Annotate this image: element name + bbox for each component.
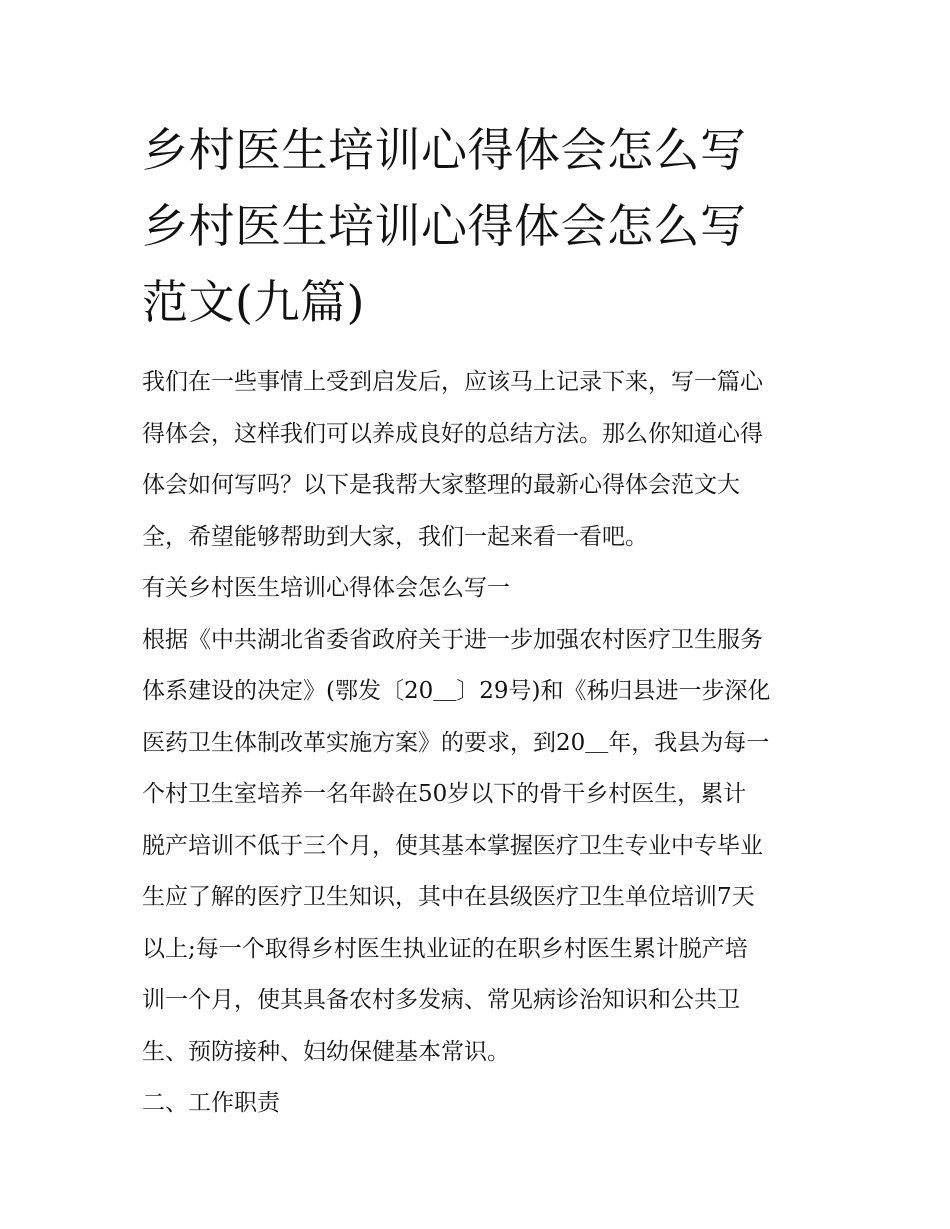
- body-paragraph: [142, 615, 822, 1079]
- text-line: 我们在一些事情上受到启发后，应该马上记录下来，写一篇心: [142, 369, 763, 395]
- text-line: 全，希望能够帮助到大家，我们一起来看一看吧。: [142, 523, 648, 550]
- text-line: 生、预防接种、妇幼保健基本常识。: [142, 1038, 510, 1065]
- text-line: 体系建设的决定》(鄂发〔20＿〕29号)和《秭归县进一步深化: [142, 678, 771, 704]
- text-line: 个村卫生室培养一名年龄在50岁以下的骨干乡村医生，累计: [142, 781, 747, 807]
- text-line: 有关乡村医生培训心得体会怎么写一: [142, 575, 510, 601]
- section-heading: [142, 1078, 822, 1130]
- text-line: 生应了解的医疗卫生知识，其中在县级医疗卫生单位培训7天: [142, 884, 755, 910]
- intro-paragraph: [142, 357, 822, 563]
- title-line: 范文(九篇): [142, 275, 365, 329]
- title-line: 乡村医生培训心得体会怎么写: [142, 199, 747, 253]
- document-body: [142, 357, 822, 1130]
- text-line: 脱产培训不低于三个月，使其基本掌握医疗卫生专业中专毕业: [142, 832, 763, 859]
- text-line: 训一个月，使其具备农村多发病、常见病诊治知识和公共卫: [142, 987, 740, 1013]
- text-line: 以上;每一个取得乡村医生执业证的在职乡村医生累计脱产培: [142, 935, 748, 962]
- document-title: [142, 112, 822, 340]
- section-heading: [142, 563, 822, 615]
- text-line: 医药卫生体制改革实施方案》的要求，到20＿年，我县为每一: [142, 729, 770, 756]
- title-line: 乡村医生培训心得体会怎么写: [142, 123, 747, 177]
- text-line: 二、工作职责: [142, 1090, 280, 1116]
- text-line: 得体会，这样我们可以养成良好的总结方法。那么你知道心得: [142, 420, 763, 447]
- text-line: 体会如何写吗？以下是我帮大家整理的最新心得体会范文大: [142, 472, 740, 498]
- text-line: 根据《中共湖北省委省政府关于进一步加强农村医疗卫生服务: [142, 626, 763, 653]
